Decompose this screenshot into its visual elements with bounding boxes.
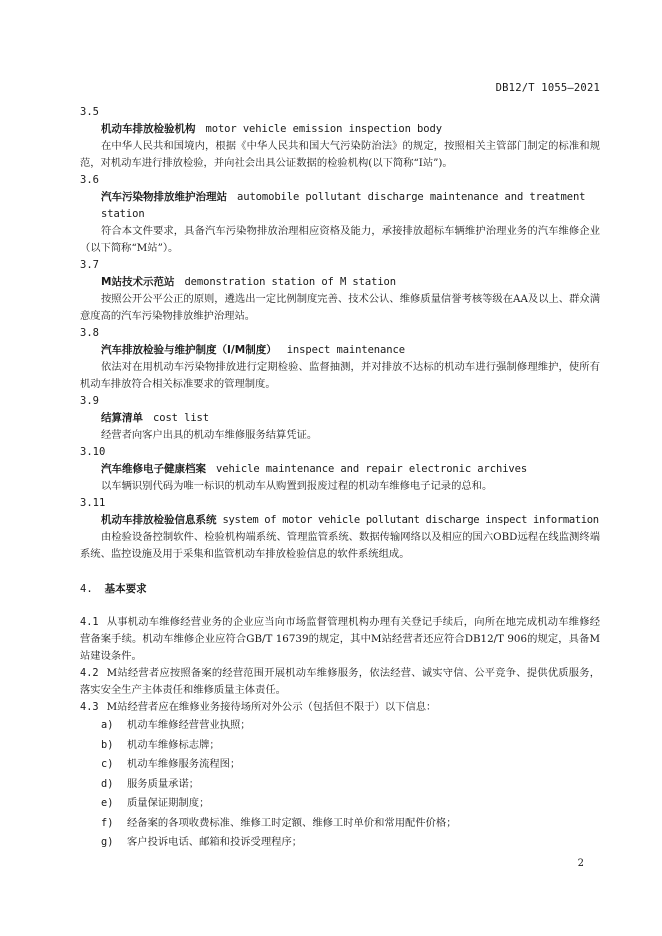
list-marker: g) [101,836,114,848]
term-entry [80,495,600,563]
list-text: 机动车维修服务流程图； [127,758,241,770]
standard-code: DB12/T 1055—2021 [495,82,600,94]
list-item [80,814,600,834]
clause-number: 3.5 [80,106,99,118]
list-marker: f) [101,816,114,829]
term-heading [80,121,600,138]
term-heading [80,512,600,529]
list-item [80,716,600,736]
term-definition: 经营者向客户出具的机动车维修服务结算凭证。 [101,429,318,441]
term-english: cost list [153,412,209,424]
term-heading [80,189,600,223]
clause-number: 3.7 [80,259,99,271]
page-number: 2 [577,858,584,869]
term-english: inspect maintenance [286,344,405,356]
clause-number: 3.6 [80,174,99,186]
clause-text: M站经营者应在维修业务接待场所对外公示（包括但不限于）以下信息： [106,701,437,713]
section-title: 基本要求 [104,583,147,595]
disclosure-list [80,716,600,853]
term-entry [80,257,600,325]
list-marker: b) [101,738,114,751]
list-marker: c) [101,758,114,770]
term-definition: 以车辆识别代码为唯一标识的机动车从购置到报废过程的机动车维修电子记录的总和。 [101,480,493,492]
clause-number: 3.8 [80,327,99,339]
list-marker: d) [101,777,114,790]
term-heading [80,274,600,291]
list-item [80,775,600,795]
requirement-clause [80,665,600,699]
clause-text: 从事机动车维修经营业务的企业应当向市场监督管理机构办理有关登记手续后，向所在地完成机动车维修经营备案手续。机动车维修企业应符合GB/T 16739的规定，其中M站经营者还应符合DB12/T 906的规定，具备M站建设条件。 [80,616,600,662]
term-entry [80,172,600,257]
term-chinese: M站技术示范站 [101,276,175,288]
list-text: 服务质量承诺； [127,777,200,790]
term-entry [80,444,600,495]
requirement-clause [80,614,600,665]
term-heading [80,410,600,427]
list-item [80,755,600,775]
list-item [80,794,600,814]
list-marker: e) [101,797,114,809]
term-definition: 符合本文件要求，具备汽车污染物排放治理相应资格及能力，承接排放超标车辆维护治理业务的汽车维修企业（以下简称“M站”）。 [80,225,600,254]
section-number: 4. [80,583,93,595]
term-definition: 在中华人民共和国境内，根据《中华人民共和国大气污染防治法》的规定，按照相关主管部门制定的标准和规范，对机动车进行排放检验，并向社会出具公证数据的检验机构(以下简称“I站”)。 [80,140,600,169]
term-definition: 由检验设备控制软件、检验机构端系统、管理监管系统、数据传输网络以及相应的国六OBD远程在线监测终端系统、监控设施及用于采集和监管机动车排放检验信息的软件系统组成。 [80,531,600,560]
term-english: motor vehicle emission inspection body [205,123,442,135]
term-entry [80,393,600,444]
term-chinese: 汽车排放检验与维护制度（I/M制度） [101,344,277,356]
clause-number: 4.1 [80,616,99,628]
requirement-clause [80,699,600,716]
list-marker: a) [101,719,114,731]
term-chinese: 汽车污染物排放维护治理站 [101,191,227,203]
clause-number: 4.2 [80,667,99,679]
term-entry [80,325,600,393]
term-english: demonstration station of M station [184,276,396,288]
term-heading [80,342,600,359]
term-english: automobile pollutant discharge maintenance and treatment station [101,191,586,220]
clause-number: 4.3 [80,701,99,713]
list-text: 机动车维修经营营业执照； [127,719,251,731]
term-entry [80,104,600,172]
list-text: 客户投诉电话、邮箱和投诉受理程序； [127,836,303,848]
clause-text: M站经营者应按照备案的经营范围开展机动车维修服务，依法经营、诚实守信、公平竞争、提供优质服务，落实安全生产主体责任和维修质量主体责任。 [80,667,600,696]
term-english: system of motor vehicle pollutant discharge inspect information [222,514,599,526]
page-content [80,104,600,853]
clause-number: 3.11 [80,497,106,509]
list-text: 机动车维修标志牌； [127,738,220,751]
term-chinese: 机动车排放检验机构 [101,123,196,135]
term-chinese: 汽车维修电子健康档案 [101,463,206,475]
term-english: vehicle maintenance and repair electronic archives [216,463,528,475]
term-definition: 按照公开公平公正的原则，遴选出一定比例制度完善、技术公认、维修质量信誉考核等级在AA及以上、群众满意度高的汽车污染物排放维护治理站。 [80,293,600,322]
list-item [80,833,600,853]
list-item [80,736,600,756]
clause-number: 3.10 [80,446,106,458]
section-heading [80,581,600,598]
clause-number: 3.9 [80,395,99,407]
list-text: 经备案的各项收费标准、维修工时定额、维修工时单价和常用配件价格； [127,816,457,829]
term-chinese: 机动车排放检验信息系统 [101,514,217,526]
list-text: 质量保证期制度； [127,797,210,809]
term-chinese: 结算清单 [101,412,143,424]
term-definition: 依法对在用机动车污染物排放进行定期检验、监督抽测，并对排放不达标的机动车进行强制修理维护，使所有机动车排放符合相关标准要求的管理制度。 [80,361,600,390]
term-heading [80,461,600,478]
